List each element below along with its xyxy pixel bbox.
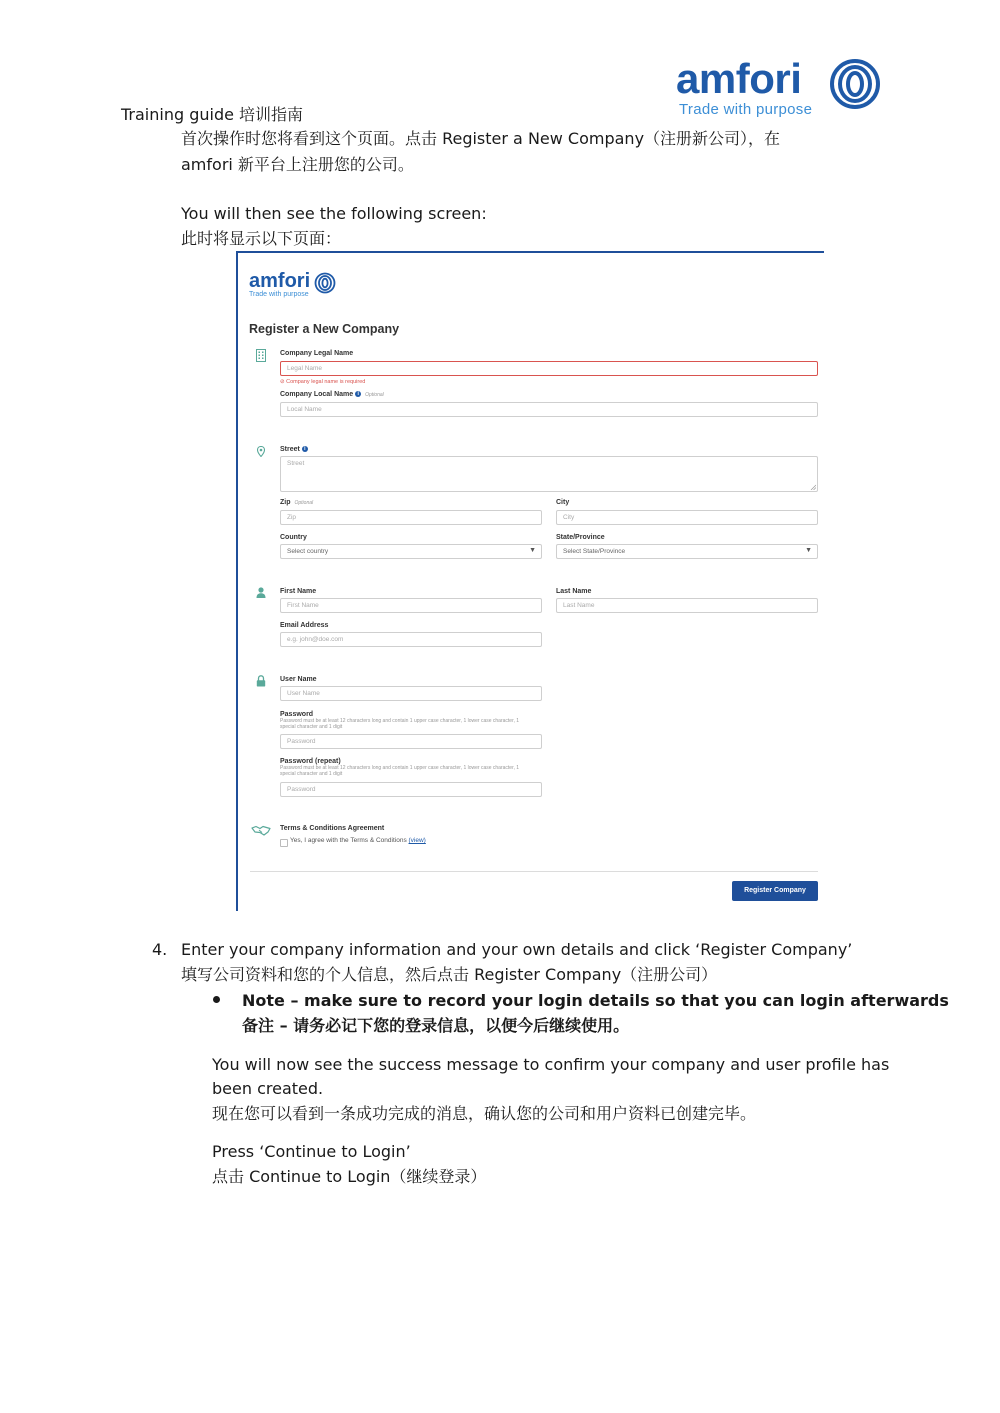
company-legal-name-input[interactable]: Legal Name bbox=[280, 361, 818, 376]
first-name-label: First Name bbox=[280, 588, 317, 595]
register-company-button[interactable]: Register Company bbox=[732, 881, 818, 901]
country-label: Country bbox=[280, 534, 307, 541]
terms-view-link[interactable]: (view) bbox=[408, 837, 426, 844]
optional-tag: Optional bbox=[365, 392, 384, 398]
intro-line-1: 首次操作时您将看到这个页面。点击 Register a New Company（注册新公司），在 bbox=[181, 129, 781, 148]
success-line-1: You will now see the success message to confirm your company and user profile has bbox=[212, 1055, 890, 1074]
zip-input[interactable]: Zip bbox=[280, 510, 542, 525]
form-logo-wordmark: amfori bbox=[249, 270, 311, 292]
intro-line-3: You will then see the following screen: bbox=[181, 204, 487, 223]
info-icon[interactable]: i bbox=[302, 446, 308, 452]
terms-checkbox-text: Yes, I agree with the Terms & Conditions bbox=[290, 837, 407, 844]
password-input[interactable]: Password bbox=[280, 734, 542, 749]
form-title: Register a New Company bbox=[249, 322, 400, 336]
step-number: 4. bbox=[152, 940, 168, 959]
dropdown-arrow-icon: ▼ bbox=[805, 547, 812, 554]
building-icon bbox=[256, 349, 266, 362]
step4-line-1: Enter your company information and your own details and click ‘Register Company’ bbox=[181, 940, 853, 959]
city-input[interactable]: City bbox=[556, 510, 818, 525]
brand-logo bbox=[676, 55, 813, 119]
company-local-name-label-text: Company Local Name bbox=[280, 391, 354, 398]
handshake-icon bbox=[251, 825, 271, 836]
info-icon[interactable]: i bbox=[355, 391, 361, 397]
dropdown-arrow-icon: ▼ bbox=[529, 547, 536, 554]
zip-label-text: Zip bbox=[280, 499, 291, 506]
optional-tag: Optional bbox=[294, 500, 314, 506]
resize-handle-icon[interactable] bbox=[810, 484, 816, 490]
state-select[interactable] bbox=[556, 544, 818, 559]
street-label bbox=[280, 446, 308, 453]
city-label: City bbox=[556, 499, 570, 506]
form-divider bbox=[250, 871, 818, 872]
terms-checkbox[interactable] bbox=[280, 839, 288, 847]
username-label: User Name bbox=[280, 676, 317, 683]
password-label: Password bbox=[280, 711, 314, 718]
running-title: Training guide 培训指南 bbox=[121, 105, 304, 124]
state-label: State/Province bbox=[556, 534, 605, 541]
intro-line-2: amfori 新平台上注册您的公司。 bbox=[181, 155, 414, 174]
terms-label: Terms & Conditions Agreement bbox=[280, 825, 385, 832]
step4-line-2: 填写公司资料和您的个人信息，然后点击 Register Company（注册公司） bbox=[181, 965, 718, 984]
register-form-screenshot bbox=[236, 251, 824, 911]
password-repeat-input[interactable]: Password bbox=[280, 782, 542, 797]
intro-line-4: 此时将显示以下页面： bbox=[181, 229, 342, 248]
lock-icon bbox=[256, 675, 266, 687]
brand-tagline: Trade with purpose bbox=[679, 101, 813, 118]
email-label: Email Address bbox=[280, 622, 329, 629]
company-local-name-input[interactable]: Local Name bbox=[280, 402, 818, 417]
email-input[interactable]: e.g. john@doe.com bbox=[280, 632, 542, 647]
success-line-2: been created. bbox=[212, 1079, 324, 1098]
user-icon bbox=[256, 587, 266, 598]
form-logo bbox=[249, 271, 310, 298]
continue-line-2: 点击 Continue to Login（继续登录） bbox=[212, 1167, 487, 1186]
password-help: Password must be at least 12 characters long and contain 1 upper case character, 1 lower case character, 1 special character and 1 digit bbox=[280, 718, 520, 730]
note-line-2: 备注 – 请务必记下您的登录信息，以便今后继续使用。 bbox=[242, 1016, 630, 1035]
amfori-ring-icon bbox=[829, 58, 881, 110]
street-textarea[interactable]: Street bbox=[280, 456, 818, 492]
username-input[interactable]: User Name bbox=[280, 686, 542, 701]
password-repeat-help: Password must be at least 12 characters long and contain 1 upper case character, 1 lower case character, 1 special character and 1 digit bbox=[280, 765, 520, 777]
password-repeat-label: Password (repeat) bbox=[280, 758, 341, 765]
brand-wordmark: amfori bbox=[676, 55, 802, 102]
street-label-text: Street bbox=[280, 446, 300, 453]
first-name-input[interactable]: First Name bbox=[280, 598, 542, 613]
company-legal-name-error: ⊘ Company legal name is required bbox=[280, 379, 366, 385]
country-select-value: Select country bbox=[287, 548, 329, 555]
note-line-1: Note – make sure to record your login details so that you can login afterwards bbox=[242, 991, 949, 1010]
country-select[interactable] bbox=[280, 544, 542, 559]
form-logo-ring-icon bbox=[314, 272, 336, 294]
form-logo-tagline: Trade with purpose bbox=[249, 291, 309, 298]
company-legal-name-label: Company Legal Name bbox=[280, 350, 354, 357]
last-name-label: Last Name bbox=[556, 588, 592, 595]
company-local-name-label bbox=[280, 391, 384, 398]
success-line-3: 现在您可以看到一条成功完成的消息，确认您的公司和用户资料已创建完毕。 bbox=[212, 1104, 757, 1123]
bullet-dot bbox=[213, 996, 220, 1003]
terms-checkbox-label bbox=[290, 837, 426, 844]
continue-line-1: Press ‘Continue to Login’ bbox=[212, 1142, 411, 1161]
last-name-input[interactable]: Last Name bbox=[556, 598, 818, 613]
location-pin-icon bbox=[257, 446, 265, 457]
state-select-value: Select State/Province bbox=[563, 548, 626, 555]
zip-label bbox=[280, 499, 313, 506]
